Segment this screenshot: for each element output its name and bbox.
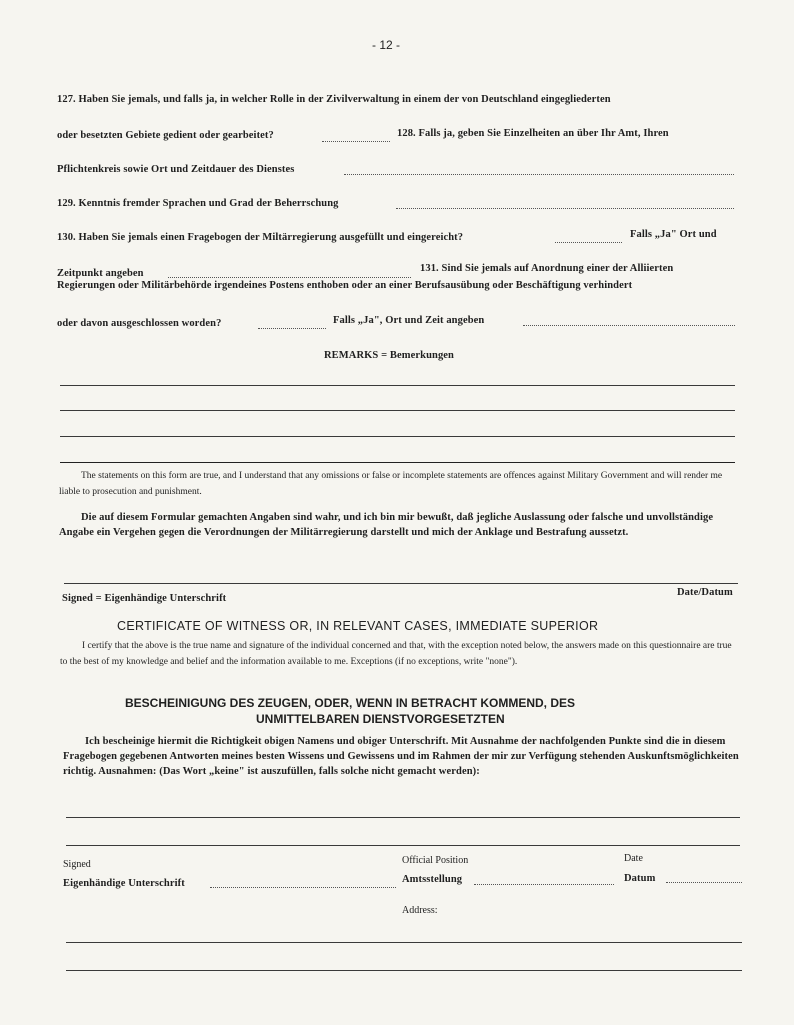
q129-text: 129. Kenntnis fremder Sprachen und Grad der Beherrschung xyxy=(57,198,339,209)
remarks-heading: REMARKS = Bemerkungen xyxy=(324,350,455,361)
exceptions-line-2[interactable] xyxy=(66,845,740,846)
footer-position-field[interactable] xyxy=(474,884,614,885)
address-line-1[interactable] xyxy=(66,942,742,943)
q128-answer-line[interactable] xyxy=(344,174,734,175)
q131-answer-line[interactable] xyxy=(258,328,326,329)
certificate-heading-german-1: BESCHEINIGUNG DES ZEUGEN, ODER, WENN IN BETRACHT KOMMEND, DES xyxy=(125,696,576,710)
footer-signature-field[interactable] xyxy=(210,887,396,888)
q129-answer-line[interactable] xyxy=(396,208,734,209)
q128-line2: Pflichtenkreis sowie Ort und Zeitdauer des Dienstes xyxy=(57,164,295,175)
certificate-heading-german-2: UNMITTELBAREN DIENSTVORGESETZTEN xyxy=(256,712,505,726)
statement-english: The statements on this form are true, and I understand that any omissions or false or incomplete statements are offences against Military Government and will render me liable to prosecution and punishment. xyxy=(59,471,723,497)
q127-answer-line[interactable] xyxy=(322,141,390,142)
q131-line3: oder davon ausgeschlossen worden? xyxy=(57,318,222,329)
certificate-text-english: I certify that the above is the true name and signature of the individual concerned and that, with the exception noted below, the answers made on this questionnaire are true to the best of my knowledge and belief and the information available to me. Exceptions (if no exceptions, write "none"). xyxy=(60,641,732,667)
certificate-text-german: Ich bescheinige hiermit die Richtigkeit obigen Namens und obiger Unterschrift. Mit Ausnahme der nachfolgenden Punkte sind die in diesem Fragebogen gegebenen Antworten meines besten Wissens und Gewissens und im Rahmen der mir zur Verfügung stehenden Auskunftsmöglichkeiten richtig. Ausnahmen: (Das Wort „keine" ist auszufüllen, falls solche nicht gemacht werden): xyxy=(63,736,739,777)
footer-signed-en: Signed xyxy=(63,859,91,870)
statement-german: Die auf diesem Formular gemachten Angaben sind wahr, und ich bin mir bewußt, daß jegliche Auslassung oder falsche und unvollständige Angabe ein Vergehen gegen die Verordnungen der Militärregierung darstellt und mich der Anklage und Bestrafung aussetzt. xyxy=(59,512,714,538)
address-line-2[interactable] xyxy=(66,970,742,971)
q127-line2: oder besetzten Gebiete gedient oder gearbeitet? xyxy=(57,130,274,141)
q131-line2: Regierungen oder Militärbehörde irgendeines Postens enthoben oder an einer Berufsausübung oder Beschäftigung verhindert xyxy=(57,280,633,291)
q130-line1: 130. Haben Sie jemals einen Fragebogen der Miltärregierung ausgefüllt und eingereicht? xyxy=(57,232,464,243)
footer-position-en: Official Position xyxy=(402,855,469,866)
page-number: - 12 - xyxy=(372,38,401,52)
q130-line2: Zeitpunkt angeben xyxy=(57,268,144,279)
signature-line[interactable] xyxy=(64,583,738,584)
q130-place-line[interactable] xyxy=(168,277,411,278)
footer-position-de: Amtsstellung xyxy=(402,874,463,885)
q131-falls: Falls „Ja", Ort und Zeit angeben xyxy=(333,315,485,326)
footer-date-field[interactable] xyxy=(666,882,742,883)
remarks-line-3[interactable] xyxy=(60,436,735,437)
remarks-line-4[interactable] xyxy=(60,462,735,463)
remarks-line-1[interactable] xyxy=(60,385,735,386)
footer-date-de: Datum xyxy=(624,873,656,884)
footer-date-en: Date xyxy=(624,853,643,864)
date-label: Date/Datum xyxy=(677,587,733,598)
q131-line1: 131. Sind Sie jemals auf Anordnung einer der Alliierten xyxy=(420,263,674,274)
certificate-heading-english: CERTIFICATE OF WITNESS OR, IN RELEVANT CASES, IMMEDIATE SUPERIOR xyxy=(117,619,599,633)
exceptions-line-1[interactable] xyxy=(66,817,740,818)
q130-answer-line[interactable] xyxy=(555,242,622,243)
q130-falls: Falls „Ja" Ort und xyxy=(630,229,717,240)
footer-address-label: Address: xyxy=(402,905,438,916)
remarks-line-2[interactable] xyxy=(60,410,735,411)
signed-label: Signed = Eigenhändige Unterschrift xyxy=(62,593,227,604)
q127-line1: 127. Haben Sie jemals, und falls ja, in welcher Rolle in der Zivilverwaltung in einem der von Deutschland eingegliederten xyxy=(57,94,611,105)
q131-place-line[interactable] xyxy=(523,325,735,326)
footer-signed-de: Eigenhändige Unterschrift xyxy=(63,878,185,889)
q128-line1: 128. Falls ja, geben Sie Einzelheiten an über Ihr Amt, Ihren xyxy=(397,128,669,139)
